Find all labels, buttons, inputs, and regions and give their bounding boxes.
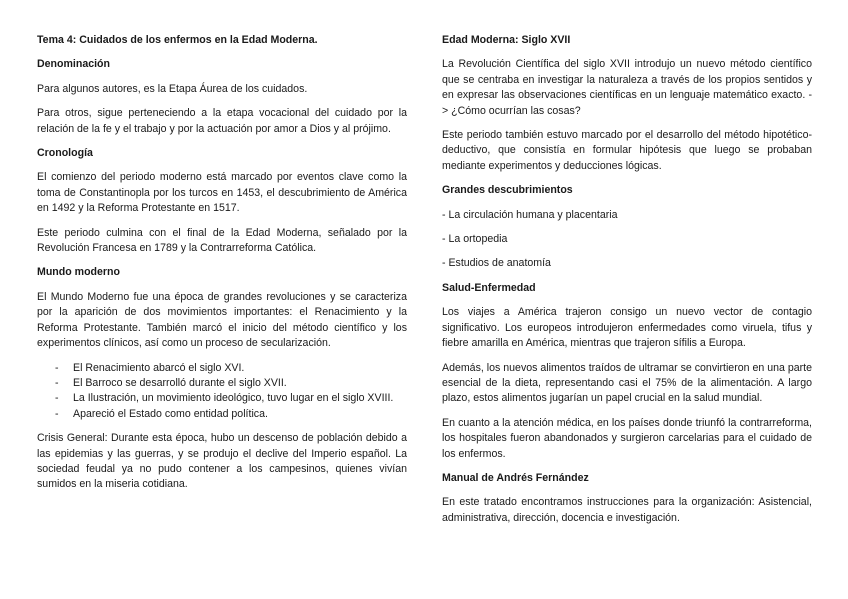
paragraph: En este tratado encontramos instrucciones para la organización: Asistencial, administrativa, dirección, docencia e investigación. [442, 496, 812, 524]
paragraph: El Mundo Moderno fue una época de grandes revoluciones y se caracteriza por la aparición de dos movimientos importantes: el Renacimiento y la Reforma Protestante. También marcó el inicio del método científico y los experimentos clínicos, así como un proceso de secularización. [37, 290, 407, 350]
paragraph: Para otros, sigue perteneciendo a la etapa vocacional del cuidado por la relación de la fe y el trabajo y por la actuación por amor a Dios y al prójimo. [37, 107, 407, 135]
paragraph: Además, los nuevos alimentos traídos de ultramar se convirtieron en una parte esencial de la dieta, representando casi el 75% de la alimentación. A largo plazo, estos alimentos jugarían un papel crucial en la salud mundial. [442, 361, 812, 405]
discoveries-list [442, 208, 812, 272]
list-item: - La ortopedia [442, 233, 508, 246]
dash-list [37, 361, 407, 423]
paragraph: El comienzo del periodo moderno está marcado por eventos clave como la toma de Constantinopla por los turcos en 1453, el descubrimiento de América en 1492 y la Reforma Protestante en 1517. [37, 171, 407, 215]
heading-mundo-moderno: Mundo moderno [37, 266, 120, 279]
paragraph: Para algunos autores, es la Etapa Áurea de los cuidados. [37, 82, 308, 95]
list-item: - Apareció el Estado como entidad política. [37, 407, 407, 422]
list-item: - El Barroco se desarrolló durante el siglo XVII. [37, 376, 407, 391]
heading-manual-andres-fernandez: Manual de Andrés Fernández [442, 471, 589, 484]
document-title: Tema 4: Cuidados de los enfermos en la Edad Moderna. [37, 34, 318, 46]
heading-cronologia: Cronología [37, 147, 93, 160]
left-column [37, 33, 407, 502]
right-column [442, 33, 812, 535]
paragraph: Los viajes a América trajeron consigo un nuevo vector de contagio significativo. Los europeos introdujeron enfermedades como viruela, tifus y fiebre amarilla en América, mientras que trajeron sífilis a Europa. [442, 306, 812, 350]
heading-salud-enfermedad: Salud-Enfermedad [442, 281, 536, 294]
heading-grandes-descubrimientos: Grandes descubrimientos [442, 184, 573, 197]
list-item: - La circulación humana y placentaria [442, 208, 618, 221]
paragraph: Este periodo culmina con el final de la Edad Moderna, señalado por la Revolución Francesa en 1789 y la Contrarreforma Católica. [37, 226, 407, 255]
heading-siglo-xvii: Edad Moderna: Siglo XVII [442, 34, 571, 46]
list-item: - La Ilustración, un movimiento ideológico, tuvo lugar en el siglo XVIII. [37, 391, 407, 406]
list-item: - El Renacimiento abarcó el siglo XVI. [37, 361, 407, 376]
list-item: - Estudios de anatomía [442, 257, 551, 270]
paragraph: Este periodo también estuvo marcado por el desarrollo del método hipotético-deductivo, que consistía en formular hipótesis que luego se probaban mediante experimentos y deducciones lógicas. [442, 129, 812, 172]
paragraph: Crisis General: Durante esta época, hubo un descenso de población debido a las epidemias y las guerras, y se produjo el declive del Imperio español. La sociedad feudal ya no pudo contener a los campesinos, quienes vivían sumidos en la miseria cotidiana. [37, 432, 407, 491]
paragraph: En cuanto a la atención médica, en los países donde triunfó la contrarreforma, los hospitales fueron abandonados y surgieron carcelarias para el cuidado de los enfermos. [442, 416, 812, 460]
heading-denominacion: Denominación [37, 58, 110, 71]
paragraph: La Revolución Científica del siglo XVII introdujo un nuevo método científico que se centraba en investigar la naturaleza a través de los propios sentidos y en expresar las observaciones científicas en un lenguaje matemático exacto. -> ¿Cómo ocurrían las cosas? [442, 58, 812, 117]
